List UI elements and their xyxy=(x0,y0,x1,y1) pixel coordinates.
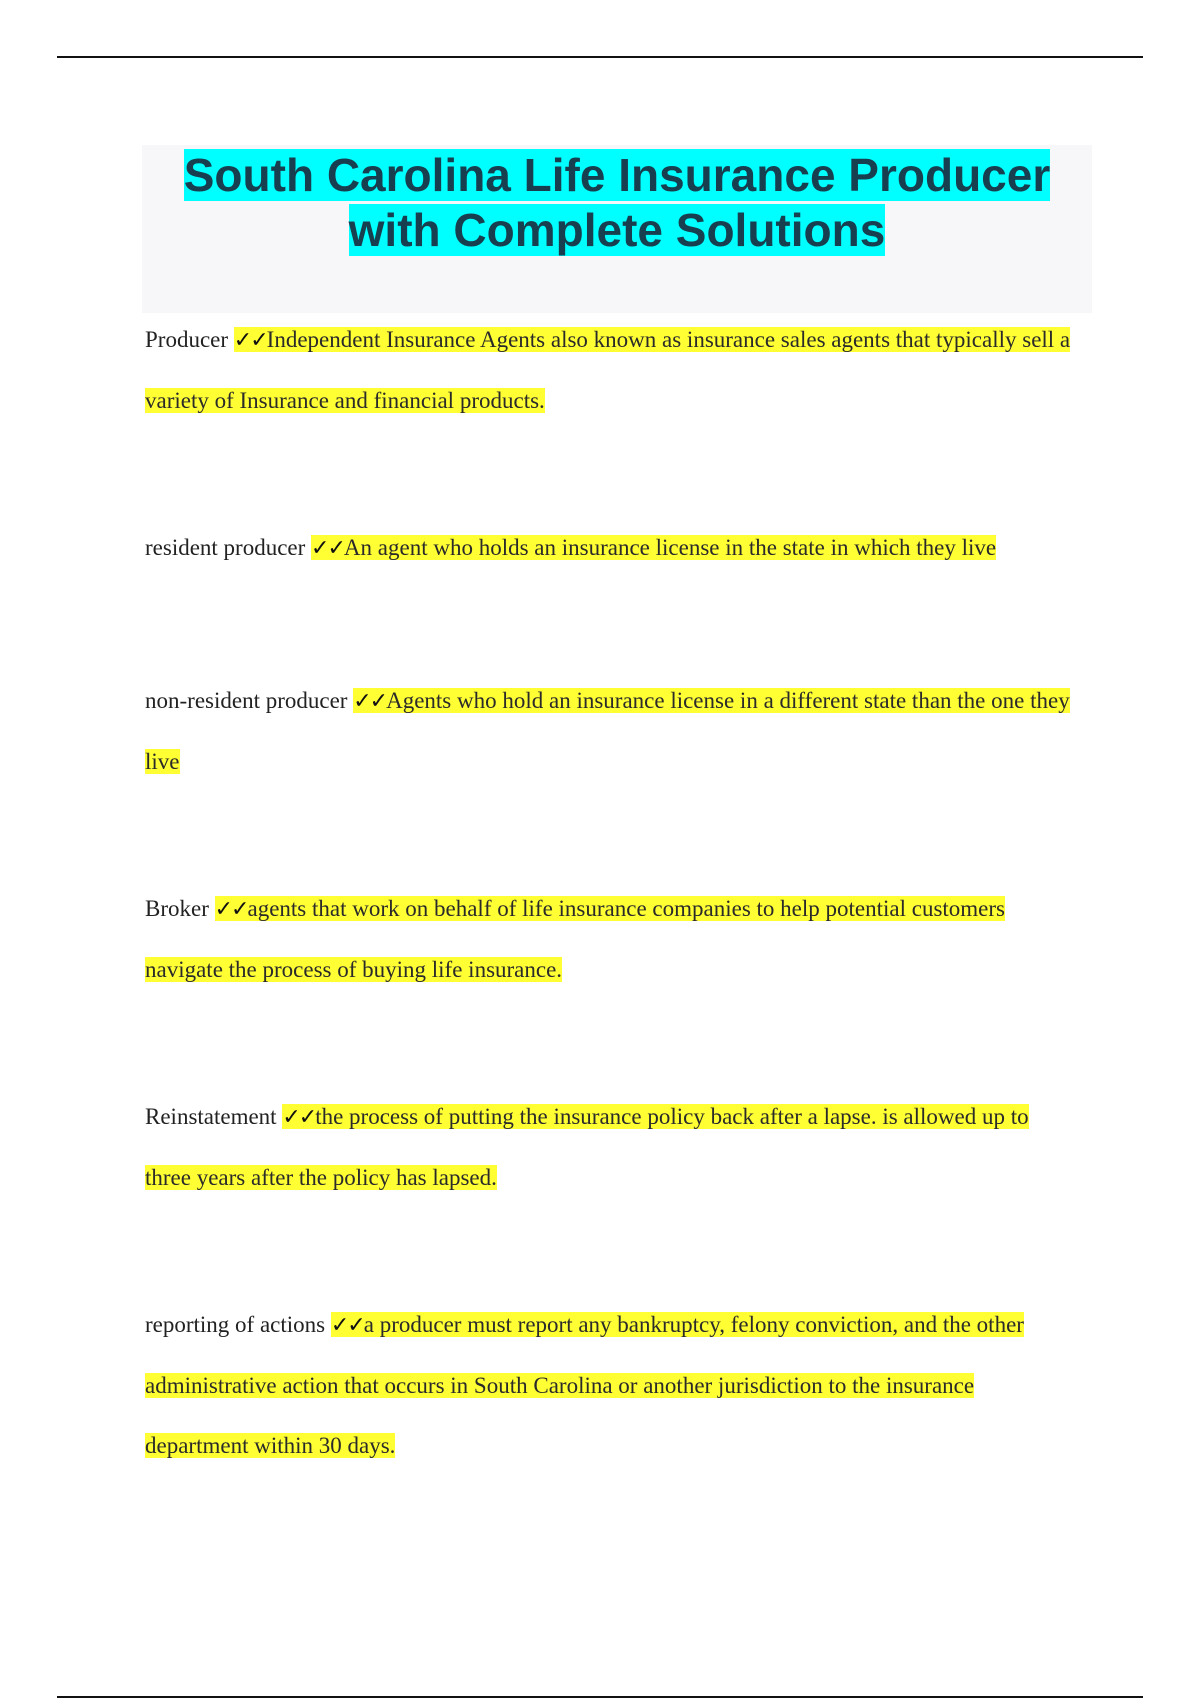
definition-text: agents that work on behalf of life insurance companies to help potential customers navigate the process of buying life insurance. xyxy=(145,896,1005,982)
document-title xyxy=(142,145,1092,258)
definition-text: Independent Insurance Agents also known as insurance sales agents that typically sell a variety of Insurance and financial products. xyxy=(145,327,1071,413)
entry-broker xyxy=(145,879,1080,1000)
check-mark-icon: ✓✓ xyxy=(353,689,387,714)
entry-term: reporting of actions xyxy=(145,1312,326,1337)
check-mark-icon: ✓✓ xyxy=(233,328,267,353)
check-mark-icon: ✓✓ xyxy=(311,536,344,561)
entry-non-resident-producer xyxy=(145,671,1080,792)
entry-reinstatement xyxy=(145,1087,1080,1208)
definition-text: Agents who hold an insurance license in a different state than the one they live xyxy=(145,688,1070,774)
entry-term: Producer xyxy=(145,327,229,352)
definition-text: An agent who holds an insurance license in the state in which they live xyxy=(343,535,997,560)
top-rule xyxy=(57,56,1143,58)
entry-term: non-resident producer xyxy=(145,688,348,713)
entry-term: resident producer xyxy=(145,535,306,560)
entry-term: Reinstatement xyxy=(145,1104,277,1129)
bottom-rule xyxy=(57,1696,1143,1698)
entry-producer xyxy=(145,310,1080,431)
check-mark-icon: ✓✓ xyxy=(330,1313,364,1338)
entry-definition xyxy=(145,1104,1029,1190)
entry-definition xyxy=(145,327,1070,413)
check-mark-icon: ✓✓ xyxy=(282,1105,316,1130)
entry-resident-producer xyxy=(145,518,1080,579)
title-line-1: South Carolina Life Insurance Producer xyxy=(183,149,1051,201)
entry-term: Broker xyxy=(145,896,209,921)
check-mark-icon: ✓✓ xyxy=(214,897,248,922)
entry-definition xyxy=(145,896,1005,982)
entry-definition xyxy=(311,535,996,560)
title-line-2: with Complete Solutions xyxy=(348,204,886,256)
definition-text: the process of putting the insurance policy back after a lapse. is allowed up to three years after the policy has lapsed. xyxy=(145,1104,1029,1190)
title-block xyxy=(142,145,1092,313)
entry-reporting-of-actions xyxy=(145,1295,1080,1476)
definition-text: a producer must report any bankruptcy, felony conviction, and the other administrative action that occurs in South Carolina or another jurisdiction to the insurance department within 30 days. xyxy=(145,1312,1024,1458)
